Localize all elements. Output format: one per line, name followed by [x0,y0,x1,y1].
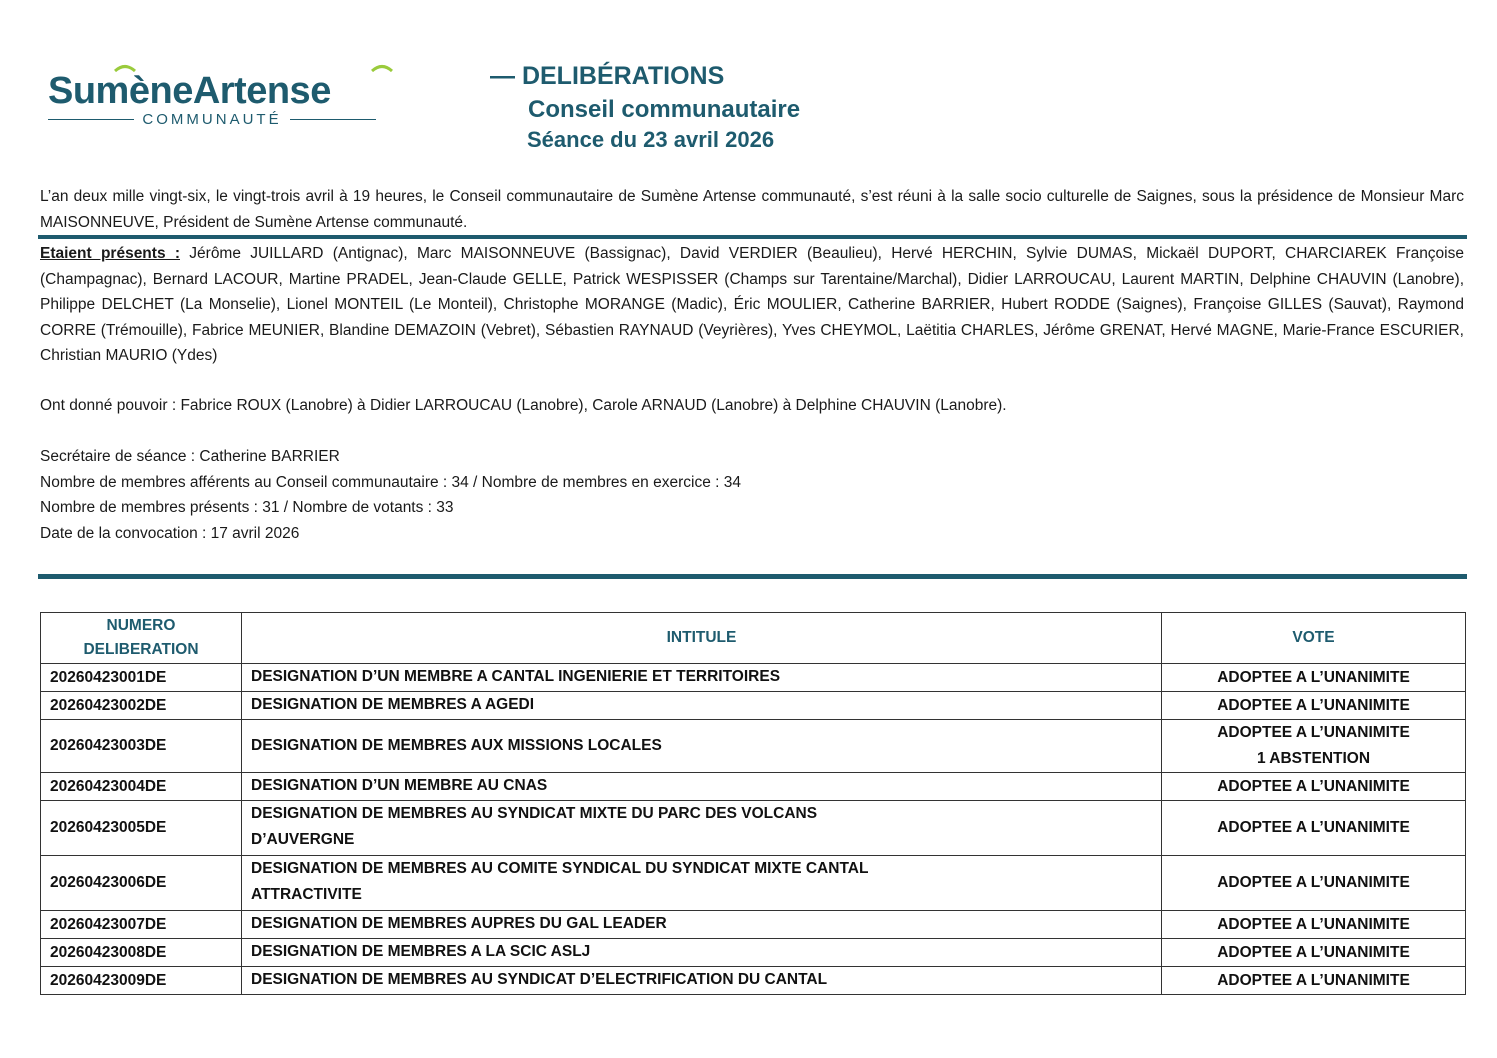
table-row [41,856,1466,911]
deliberation-title: DESIGNATION DE MEMBRES AUPRES DU GAL LEADER [242,911,1162,939]
membres-text: Nombre de membres afférents au Conseil communautaire : 34 / Nombre de membres en exercice : 34 [40,474,741,491]
deliberation-title: DESIGNATION DE MEMBRES A LA SCIC ASLJ [242,939,1162,967]
convocation-text: Date de la convocation : 17 avril 2026 [40,525,300,542]
deliberation-vote: ADOPTEE A L’UNANIMITE [1162,911,1466,939]
deliberation-vote: ADOPTEE A L’UNANIMITE [1162,664,1466,692]
vote-abstention: 1 ABSTENTION [1256,750,1371,767]
deliberation-title: DESIGNATION DE MEMBRES AU SYNDICAT D’ELECTRIFICATION DU CANTAL [242,967,1162,995]
deliberation-number: 20260423007DE [41,911,242,939]
table-row [41,801,1466,856]
column-header-numero-line2: DELIBERATION [83,641,199,658]
page-title: — DELIBÉRATIONS [490,62,725,90]
logo-name: SumèneArtense [48,70,331,112]
vote-result: ADOPTEE A L’UNANIMITE [1217,724,1410,741]
divider [38,235,1467,239]
session-date: Séance du 23 avril 2026 [527,127,775,152]
column-header-numero-line1: NUMERO [106,617,176,634]
presents-votants-text: Nombre de membres présents : 31 / Nombre de votants : 33 [40,499,454,516]
deliberation-title: DESIGNATION D’UN MEMBRE AU CNAS [242,773,1162,801]
column-header-numero [41,613,242,664]
deliberation-number: 20260423003DE [41,720,242,773]
deliberation-vote [1162,720,1466,773]
deliberation-vote: ADOPTEE A L’UNANIMITE [1162,939,1466,967]
logo-divider [48,119,134,120]
deliberation-number: 20260423008DE [41,939,242,967]
deliberation-vote: ADOPTEE A L’UNANIMITE [1162,692,1466,720]
deliberation-number: 20260423002DE [41,692,242,720]
presents-paragraph [40,241,1464,369]
table-header-row [41,613,1466,664]
intro-paragraph: L’an deux mille vingt-six, le vingt-trois avril à 19 heures, le Conseil communautaire de Sumène Artense communauté, s’est réuni à la salle socio culturelle de Saignes, sous la présidence de Monsieur Marc MAISONNEUVE, Président de Sumène Artense communauté. [40,188,1464,231]
deliberation-vote: ADOPTEE A L’UNANIMITE [1162,856,1466,911]
table-row [41,911,1466,939]
logo [48,70,378,130]
table-row [41,664,1466,692]
presents-list: Jérôme JUILLARD (Antignac), Marc MAISONNEUVE (Bassignac), David VERDIER (Beaulieu), Hervé HERCHIN, Sylvie DUMAS, Mickaël DUPORT, CHARCIAREK Françoise (Champagnac), Bernard LACOUR, Martine PRADEL, Jean-Claude GELLE, Patrick WESPISSER (Champs sur Tarentaine/Marchal), Didier LARROUCAU, Laurent MARTIN, Delphine CHAUVIN (Lanobre), Philippe DELCHET (La Monselie), Lionel MONTEIL (Le Monteil), Christophe MORANGE (Madic), Éric MOULIER, Catherine BARRIER, Hubert RODDE (Saignes), Françoise GILLES (Sauvat), Raymond CORRE (Trémouille), Fabrice MEUNIER, Blandine DEMAZOIN (Vebret), Sébastien RAYNAUD (Veyrières), Yves CHEYMOL, Laëtitia CHARLES, Jérôme GRENAT, Hervé MAGNE, Marie-France ESCURIER, Christian MAURIO (Ydes) [40,245,1464,364]
deliberation-number: 20260423004DE [41,773,242,801]
deliberation-number: 20260423001DE [41,664,242,692]
deliberation-number: 20260423005DE [41,801,242,856]
table-row [41,720,1466,773]
table-row [41,939,1466,967]
deliberation-title-line2: ATTRACTIVITE [251,886,362,903]
logo-subtitle: COMMUNAUTÉ [142,110,282,128]
deliberation-title-line1: DESIGNATION DE MEMBRES AU COMITE SYNDICAL DU SYNDICAT MIXTE CANTAL [251,860,869,877]
divider [38,574,1467,579]
deliberation-title-line2: D’AUVERGNE [251,831,355,848]
deliberation-title [242,856,1162,911]
deliberation-title [242,801,1162,856]
deliberation-vote: ADOPTEE A L’UNANIMITE [1162,773,1466,801]
deliberation-number: 20260423006DE [41,856,242,911]
deliberation-title: DESIGNATION DE MEMBRES AUX MISSIONS LOCALES [242,720,1162,773]
column-header-intitule: INTITULE [242,613,1162,664]
deliberation-vote: ADOPTEE A L’UNANIMITE [1162,967,1466,995]
table-row [41,967,1466,995]
deliberation-number: 20260423009DE [41,967,242,995]
deliberation-title: DESIGNATION DE MEMBRES A AGEDI [242,692,1162,720]
column-header-vote: VOTE [1162,613,1466,664]
logo-divider [290,119,376,120]
page-subtitle: Conseil communautaire [528,96,801,123]
pouvoirs-text: Ont donné pouvoir : Fabrice ROUX (Lanobre) à Didier LARROUCAU (Lanobre), Carole ARNAUD (Lanobre) à Delphine CHAUVIN (Lanobre). [40,397,1007,414]
table-row [41,692,1466,720]
deliberation-vote: ADOPTEE A L’UNANIMITE [1162,801,1466,856]
deliberation-title: DESIGNATION D’UN MEMBRE A CANTAL INGENIERIE ET TERRITOIRES [242,664,1162,692]
table-row [41,773,1466,801]
deliberations-table [40,612,1466,995]
secretaire-text: Secrétaire de séance : Catherine BARRIER [40,448,340,465]
logo-accent-arc-icon [371,64,393,72]
logo-subtitle-row [48,108,376,130]
presents-label: Etaient présents : [40,245,180,262]
deliberation-title-line1: DESIGNATION DE MEMBRES AU SYNDICAT MIXTE DU PARC DES VOLCANS [251,805,818,822]
